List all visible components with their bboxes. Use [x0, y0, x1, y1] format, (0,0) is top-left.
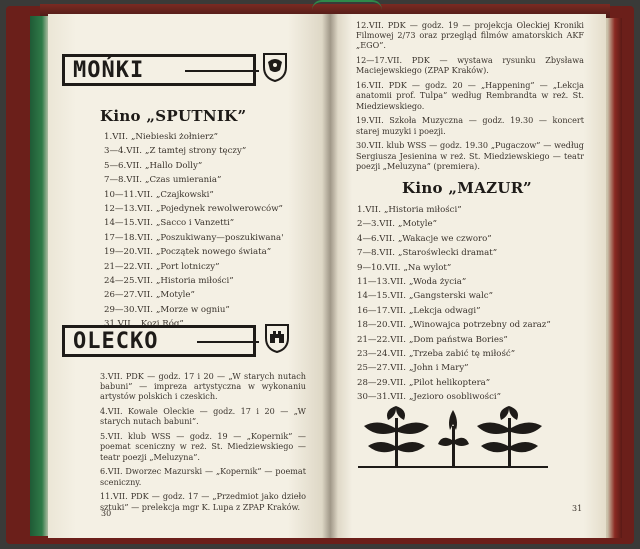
- event-entry: 16.VII. PDK — godz. 20 — „Happening” — „Lekcja anatomii prof. Tulpa” według Rembrandta w reż. St. Miedziewskiego.: [356, 80, 584, 111]
- schedule-item: [104, 288, 284, 302]
- screening-date: 19—20.VII.: [104, 247, 153, 258]
- film-title: „Jezioro osobliwości”: [408, 392, 502, 403]
- olecko-events-continued: [356, 20, 584, 176]
- film-title: „Pilot helikoptera”: [408, 377, 491, 388]
- schedule-item: [357, 289, 551, 303]
- town-banner-monki: [62, 54, 256, 86]
- schedule-item: [104, 245, 284, 259]
- film-title: „Trzeba zabić tę miłość”: [408, 349, 516, 360]
- schedule-item: [357, 217, 551, 231]
- film-title: „Czajkowski”: [155, 189, 214, 200]
- schedule-item: [357, 333, 551, 347]
- schedule-item: [104, 231, 284, 245]
- event-entry: 3.VII. PDK — godz. 17 i 20 — „W starych nutach babuni” — impreza artystyczna w wykonaniu artystów polskich i czeskich.: [100, 371, 306, 402]
- screening-date: 17—18.VII.: [104, 232, 153, 243]
- film-title: „Hallo Dolly”: [145, 160, 203, 171]
- event-entry: 19.VII. Szkoła Muzyczna — godz. 19.30 — koncert starej muzyki i poezji.: [356, 115, 584, 136]
- screening-date: 23—24.VII.: [357, 349, 406, 360]
- schedule-item: [104, 173, 284, 187]
- event-entry: 6.VII. Dworzec Mazurski — „Kopernik” — poemat sceniczny.: [100, 466, 306, 487]
- film-title: „Dom państwa Bories”: [408, 334, 508, 345]
- film-title: „Winowajca potrzebny od zaraz”: [408, 320, 551, 331]
- film-title: „Niebieski żołnierz”: [130, 132, 219, 142]
- cinema-title-sputnik: Kino „SPUTNIK”: [100, 107, 247, 125]
- screening-date: 2—3.VII.: [357, 219, 395, 230]
- schedule-item: [104, 216, 284, 230]
- screening-date: 26—27.VII.: [104, 290, 153, 301]
- film-title: „Sacco i Vanzetti”: [155, 218, 235, 229]
- film-title: „Z tamtej strony tęczy”: [145, 146, 247, 157]
- screening-date: 21—22.VII.: [357, 334, 406, 345]
- event-entry: 5.VII. klub WSS — godz. 19 — „Kopernik” — poemat sceniczny w reż. St. Miedziewskiego — teatr poezji „Meluzyna”.: [100, 431, 306, 462]
- town-title: OLECKO: [73, 329, 159, 354]
- film-title: „Początek nowego świata”: [155, 247, 272, 258]
- page-number-right: 31: [572, 504, 583, 513]
- sputnik-schedule: [104, 130, 284, 332]
- olecko-events-list: [100, 371, 306, 516]
- film-title: „Wakacje we czworo”: [398, 233, 492, 244]
- screening-date: 14—15.VII.: [357, 291, 406, 302]
- event-entry: 4.VII. Kowale Oleckie — godz. 17 i 20 — „W starych nutach babuni”.: [100, 406, 306, 427]
- film-title: „Czas umierania”: [145, 175, 222, 186]
- screening-date: 28—29.VII.: [357, 377, 406, 388]
- schedule-item: [357, 361, 551, 375]
- page-number-left: 30: [101, 509, 112, 518]
- schedule-item: [357, 376, 551, 390]
- event-entry: 12—17.VII. PDK — wystawa rysunku Zbysława Maciejewskiego (ZPAP Kraków).: [356, 55, 584, 76]
- mazur-schedule: [357, 203, 551, 405]
- screening-date: 30—31.VII.: [357, 392, 406, 403]
- schedule-item: [104, 202, 284, 216]
- screening-date: 24—25.VII.: [104, 276, 153, 287]
- screening-date: 1.VII.: [104, 132, 128, 142]
- film-title: „Lekcja odwagi”: [408, 305, 481, 316]
- screening-date: 7—8.VII.: [104, 175, 142, 186]
- screening-date: 3—4.VII.: [104, 146, 142, 157]
- screening-date: 7—8.VII.: [357, 248, 395, 259]
- screening-date: 9—10.VII.: [357, 262, 401, 273]
- film-title: „John i Mary”: [408, 363, 469, 374]
- film-title: „Port lotniczy”: [155, 261, 220, 272]
- film-title: „Gangsterski walc”: [408, 291, 494, 302]
- film-title: „Poszukiwany—poszukiwana': [155, 232, 284, 243]
- film-title: „Na wylot”: [403, 262, 452, 273]
- screening-date: 14—15.VII.: [104, 218, 153, 229]
- event-entry: 11.VII. PDK — godz. 17 — „Przedmiot jako dzieło sztuki” — prelekcja mgr K. Lupa z ZPAP Kraków.: [100, 491, 306, 512]
- schedule-item: [357, 232, 551, 246]
- page-edge-left: [30, 16, 50, 536]
- schedule-item: [104, 260, 284, 274]
- film-title: „Woda życia”: [408, 277, 467, 288]
- screening-date: 18—20.VII.: [357, 320, 406, 331]
- schedule-item: [357, 347, 551, 361]
- schedule-item: [357, 203, 551, 217]
- screening-date: 29—30.VII.: [104, 304, 153, 315]
- event-entry: 30.VII. klub WSS — godz. 19.30 „Pugaczow” — według Sergiusza Jesienina w reż. St. Miedziewskiego — teatr poezji „Meluzyna” (premiera).: [356, 140, 584, 171]
- film-title: „Pojedynek rewolwerowców”: [155, 204, 283, 215]
- schedule-item: [357, 275, 551, 289]
- town-banner-olecko: [62, 325, 256, 357]
- cinema-title-mazur: Kino „MAZUR”: [402, 179, 532, 197]
- film-title: „Motyle”: [155, 290, 195, 301]
- town-title: MOŃKI: [73, 58, 145, 83]
- floral-ornament-icon: [358, 404, 548, 476]
- banner-rule: [185, 70, 259, 72]
- screening-date: 4—6.VII.: [357, 233, 395, 244]
- banner-rule: [197, 341, 259, 343]
- bookmark-ribbon: [312, 0, 382, 10]
- screening-date: 10—11.VII.: [104, 189, 153, 200]
- film-title: „Historia miłości”: [155, 276, 234, 287]
- schedule-item: [357, 246, 551, 260]
- screening-date: 25—27.VII.: [357, 363, 406, 374]
- schedule-item: [357, 304, 551, 318]
- schedule-item: [104, 159, 284, 173]
- schedule-item: [104, 130, 284, 144]
- schedule-item: [357, 261, 551, 275]
- film-title: „Motyle”: [398, 219, 437, 230]
- screening-date: 11—13.VII.: [357, 277, 406, 288]
- film-title: „Starośwlecki dramat”: [398, 248, 498, 259]
- schedule-item: [104, 144, 284, 158]
- screening-date: 21—22.VII.: [104, 261, 153, 272]
- screening-date: 16—17.VII.: [357, 305, 406, 316]
- film-title: „Morze w ogniu”: [155, 304, 230, 315]
- film-title: „Historia miłości”: [383, 205, 462, 215]
- screening-date: 5—6.VII.: [104, 160, 142, 171]
- book-gutter: [322, 14, 338, 538]
- schedule-item: [357, 390, 551, 404]
- schedule-item: [357, 318, 551, 332]
- olecko-crest-icon: [264, 323, 290, 353]
- monki-crest-icon: [262, 52, 288, 82]
- schedule-item: [104, 274, 284, 288]
- screening-date: 12—13.VII.: [104, 204, 153, 215]
- event-entry: 12.VII. PDK — godz. 19 — projekcja Oleckiej Kroniki Filmowej 2/73 oraz przegląd filmów amatorskich AKF „EGO”.: [356, 20, 584, 51]
- screening-date: 1.VII.: [357, 205, 381, 215]
- schedule-item: [104, 303, 284, 317]
- schedule-item: [104, 188, 284, 202]
